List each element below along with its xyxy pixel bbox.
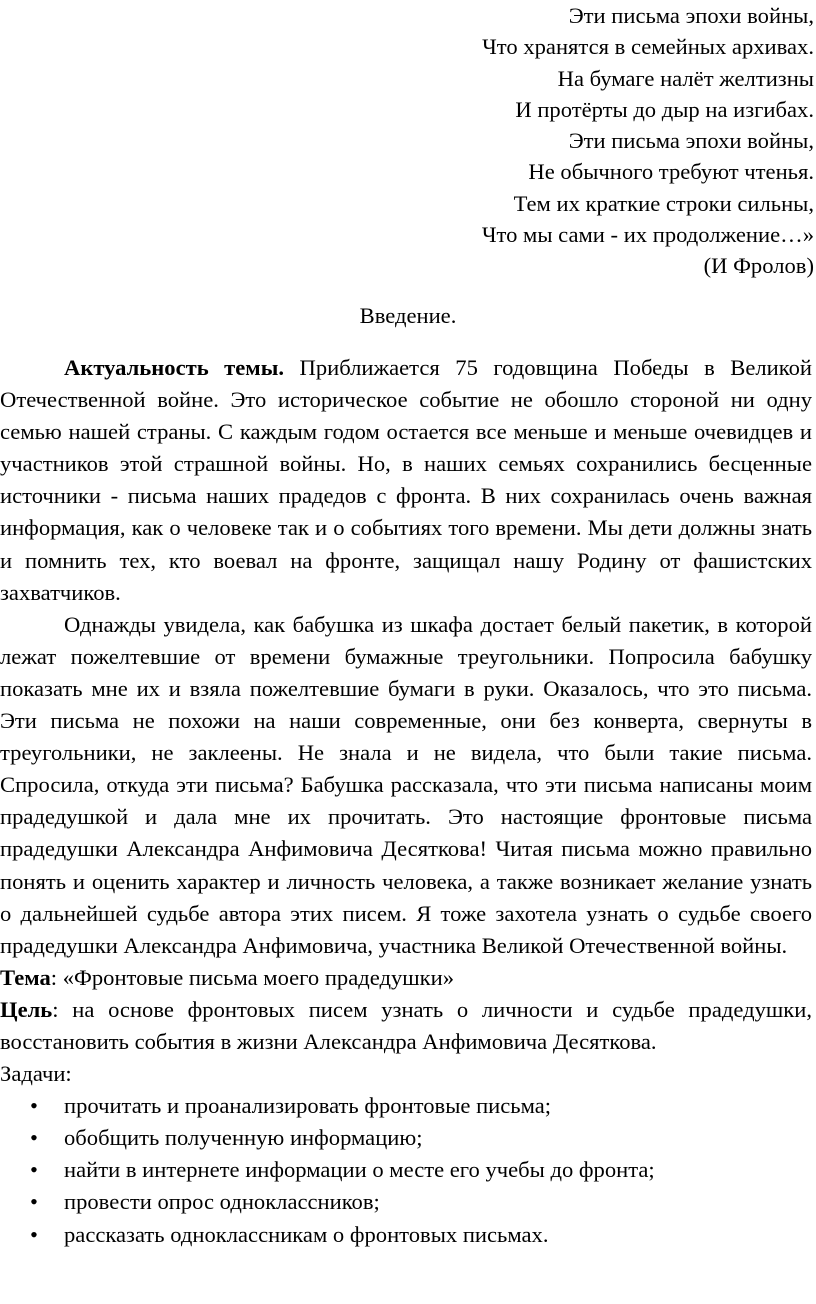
bullet-icon: • (30, 1157, 38, 1183)
relevance-text: Приближается 75 годовщина Победы в Великой Отечественной войне. Это историческое событие не обошло стороной ни одну семью нашей страны. С каждым годом остается все меньше и меньше очевидцев и участников этой страшной войны. Но, в наших семьях сохранились бесценные источники - письма наших прадедов с фронта. В них сохранилась очень важная информация, как о человеке так и о событиях того времени. Мы дети должны знать и помнить тех, кто воевал на фронте, защищал нашу Родину от фашистских захватчиков. (0, 355, 812, 605)
task-text: рассказать одноклассникам о фронтовых письмах. (64, 1221, 549, 1247)
document-body (0, 352, 812, 1251)
list-item (0, 1154, 812, 1186)
topic-label: Тема (0, 964, 51, 990)
relevance-paragraph (0, 352, 812, 609)
story-paragraph: Однажды увидела, как бабушка из шкафа достает белый пакетик, в которой лежат пожелтевшие от времени бумажные треугольники. Попросила бабушку показать мне их и взяла пожелтевшие бумаги в руки. Оказалось, что это письма. Эти письма не похожи на наши современные, они без конверта, свернуты в треугольники, не заклеены. Не знала и не видела, что были такие письма. Спросила, откуда эти письма? Бабушка рассказала, что эти письма написаны моим прадедушкой и дала мне их прочитать. Это настоящие фронтовые письма прадедушки Александра Анфимовича Десяткова! Читая письма можно правильно понять и оценить характер и личность человека, а также возникает желание узнать о дальнейшей судьбе автора этих писем. Я тоже захотела узнать о судьбе своего прадедушки Александра Анфимовича, участника Великой Отечественной войны. (0, 611, 812, 958)
bullet-icon: • (30, 1189, 38, 1215)
topic-text: : «Фронтовые письма моего прадедушки» (50, 964, 455, 990)
goal-paragraph (0, 994, 812, 1058)
epigraph-author: (И Фролов) (703, 253, 814, 279)
list-item (0, 1122, 812, 1154)
epigraph-line: Что хранятся в семейных архивах. (482, 34, 814, 60)
task-text: найти в интернете информации о месте его учебы до фронта; (64, 1157, 655, 1183)
task-text: обобщить полученную информацию; (64, 1125, 423, 1151)
bullet-icon: • (30, 1125, 38, 1151)
tasks-title: Задачи: (0, 1061, 72, 1087)
relevance-label: Актуальность темы. (64, 355, 284, 380)
epigraph-line: На бумаге налёт желтизны (557, 65, 814, 91)
epigraph (482, 0, 814, 282)
epigraph-line: Тем их краткие строки сильны, (513, 190, 814, 216)
topic-paragraph (0, 962, 812, 994)
section-heading: Введение. (359, 303, 457, 328)
epigraph-line: Что мы сами - их продолжение…» (481, 222, 814, 248)
bullet-icon: • (30, 1221, 38, 1247)
epigraph-line: Эти письма эпохи войны, (568, 128, 814, 154)
list-item (0, 1219, 812, 1251)
goal-text: : на основе фронтовых писем узнать о личности и судьбе прадедушки, восстановить события в жизни Александра Анфимовича Десяткова. (0, 996, 812, 1054)
goal-label: Цель (0, 996, 53, 1022)
epigraph-line: Не обычного требуют чтенья. (528, 159, 814, 185)
task-text: провести опрос одноклассников; (64, 1189, 380, 1215)
bullet-icon: • (30, 1093, 38, 1119)
list-item (0, 1090, 812, 1122)
epigraph-line: И протёрты до дыр на изгибах. (515, 96, 814, 122)
epigraph-line: Эти письма эпохи войны, (568, 3, 814, 28)
task-text: прочитать и проанализировать фронтовые письма; (64, 1093, 552, 1119)
list-item (0, 1186, 812, 1218)
tasks-list (0, 1090, 812, 1250)
